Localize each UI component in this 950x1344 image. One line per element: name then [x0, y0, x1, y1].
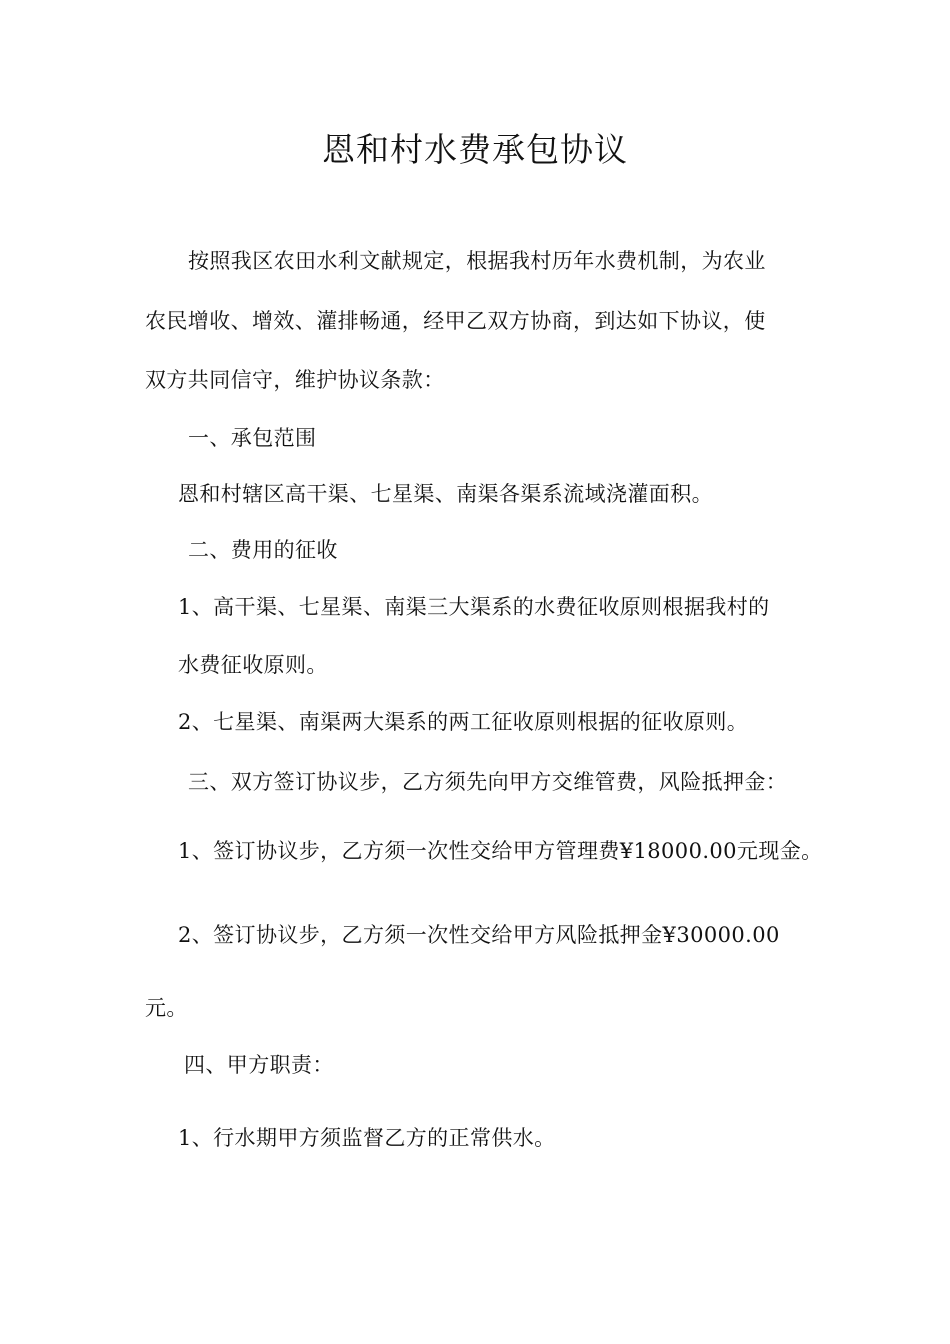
section-heading-2: 二、费用的征收 — [188, 538, 338, 562]
section-2-item-1-line-1: 1、高干渠、七星渠、南渠三大渠系的水费征收原则根据我村的 — [178, 595, 770, 619]
section-2-item-1-line-2: 水费征收原则。 — [178, 653, 328, 677]
paragraph-line-2: 农民增收、增效、灌排畅通，经甲乙双方协商，到达如下协议，使 — [145, 309, 766, 333]
section-heading-4: 四、甲方职责： — [184, 1053, 334, 1077]
section-4-item-1: 1、行水期甲方须监督乙方的正常供水。 — [178, 1126, 556, 1150]
section-heading-1: 一、承包范围 — [188, 426, 317, 450]
section-1-text: 恩和村辖区高干渠、七星渠、南渠各渠系流域浇灌面积。 — [178, 482, 713, 506]
section-3-item-2-line-2: 元。 — [145, 996, 188, 1020]
section-3-item-1: 1、签订协议步，乙方须一次性交给甲方管理费¥18000.00元现金。 — [178, 839, 823, 863]
paragraph-line-3: 双方共同信守，维护协议条款： — [145, 368, 445, 392]
document-title: 恩和村水费承包协议 — [322, 130, 628, 169]
section-3-item-2-line-1: 2、签订协议步，乙方须一次性交给甲方风险抵押金¥30000.00 — [178, 923, 780, 947]
section-2-item-2: 2、七星渠、南渠两大渠系的两工征收原则根据的征收原则。 — [178, 710, 749, 734]
section-heading-3: 三、双方签订协议步，乙方须先向甲方交维管费，风险抵押金： — [188, 770, 788, 794]
paragraph-line-1: 按照我区农田水利文献规定，根据我村历年水费机制，为农业 — [188, 249, 766, 273]
